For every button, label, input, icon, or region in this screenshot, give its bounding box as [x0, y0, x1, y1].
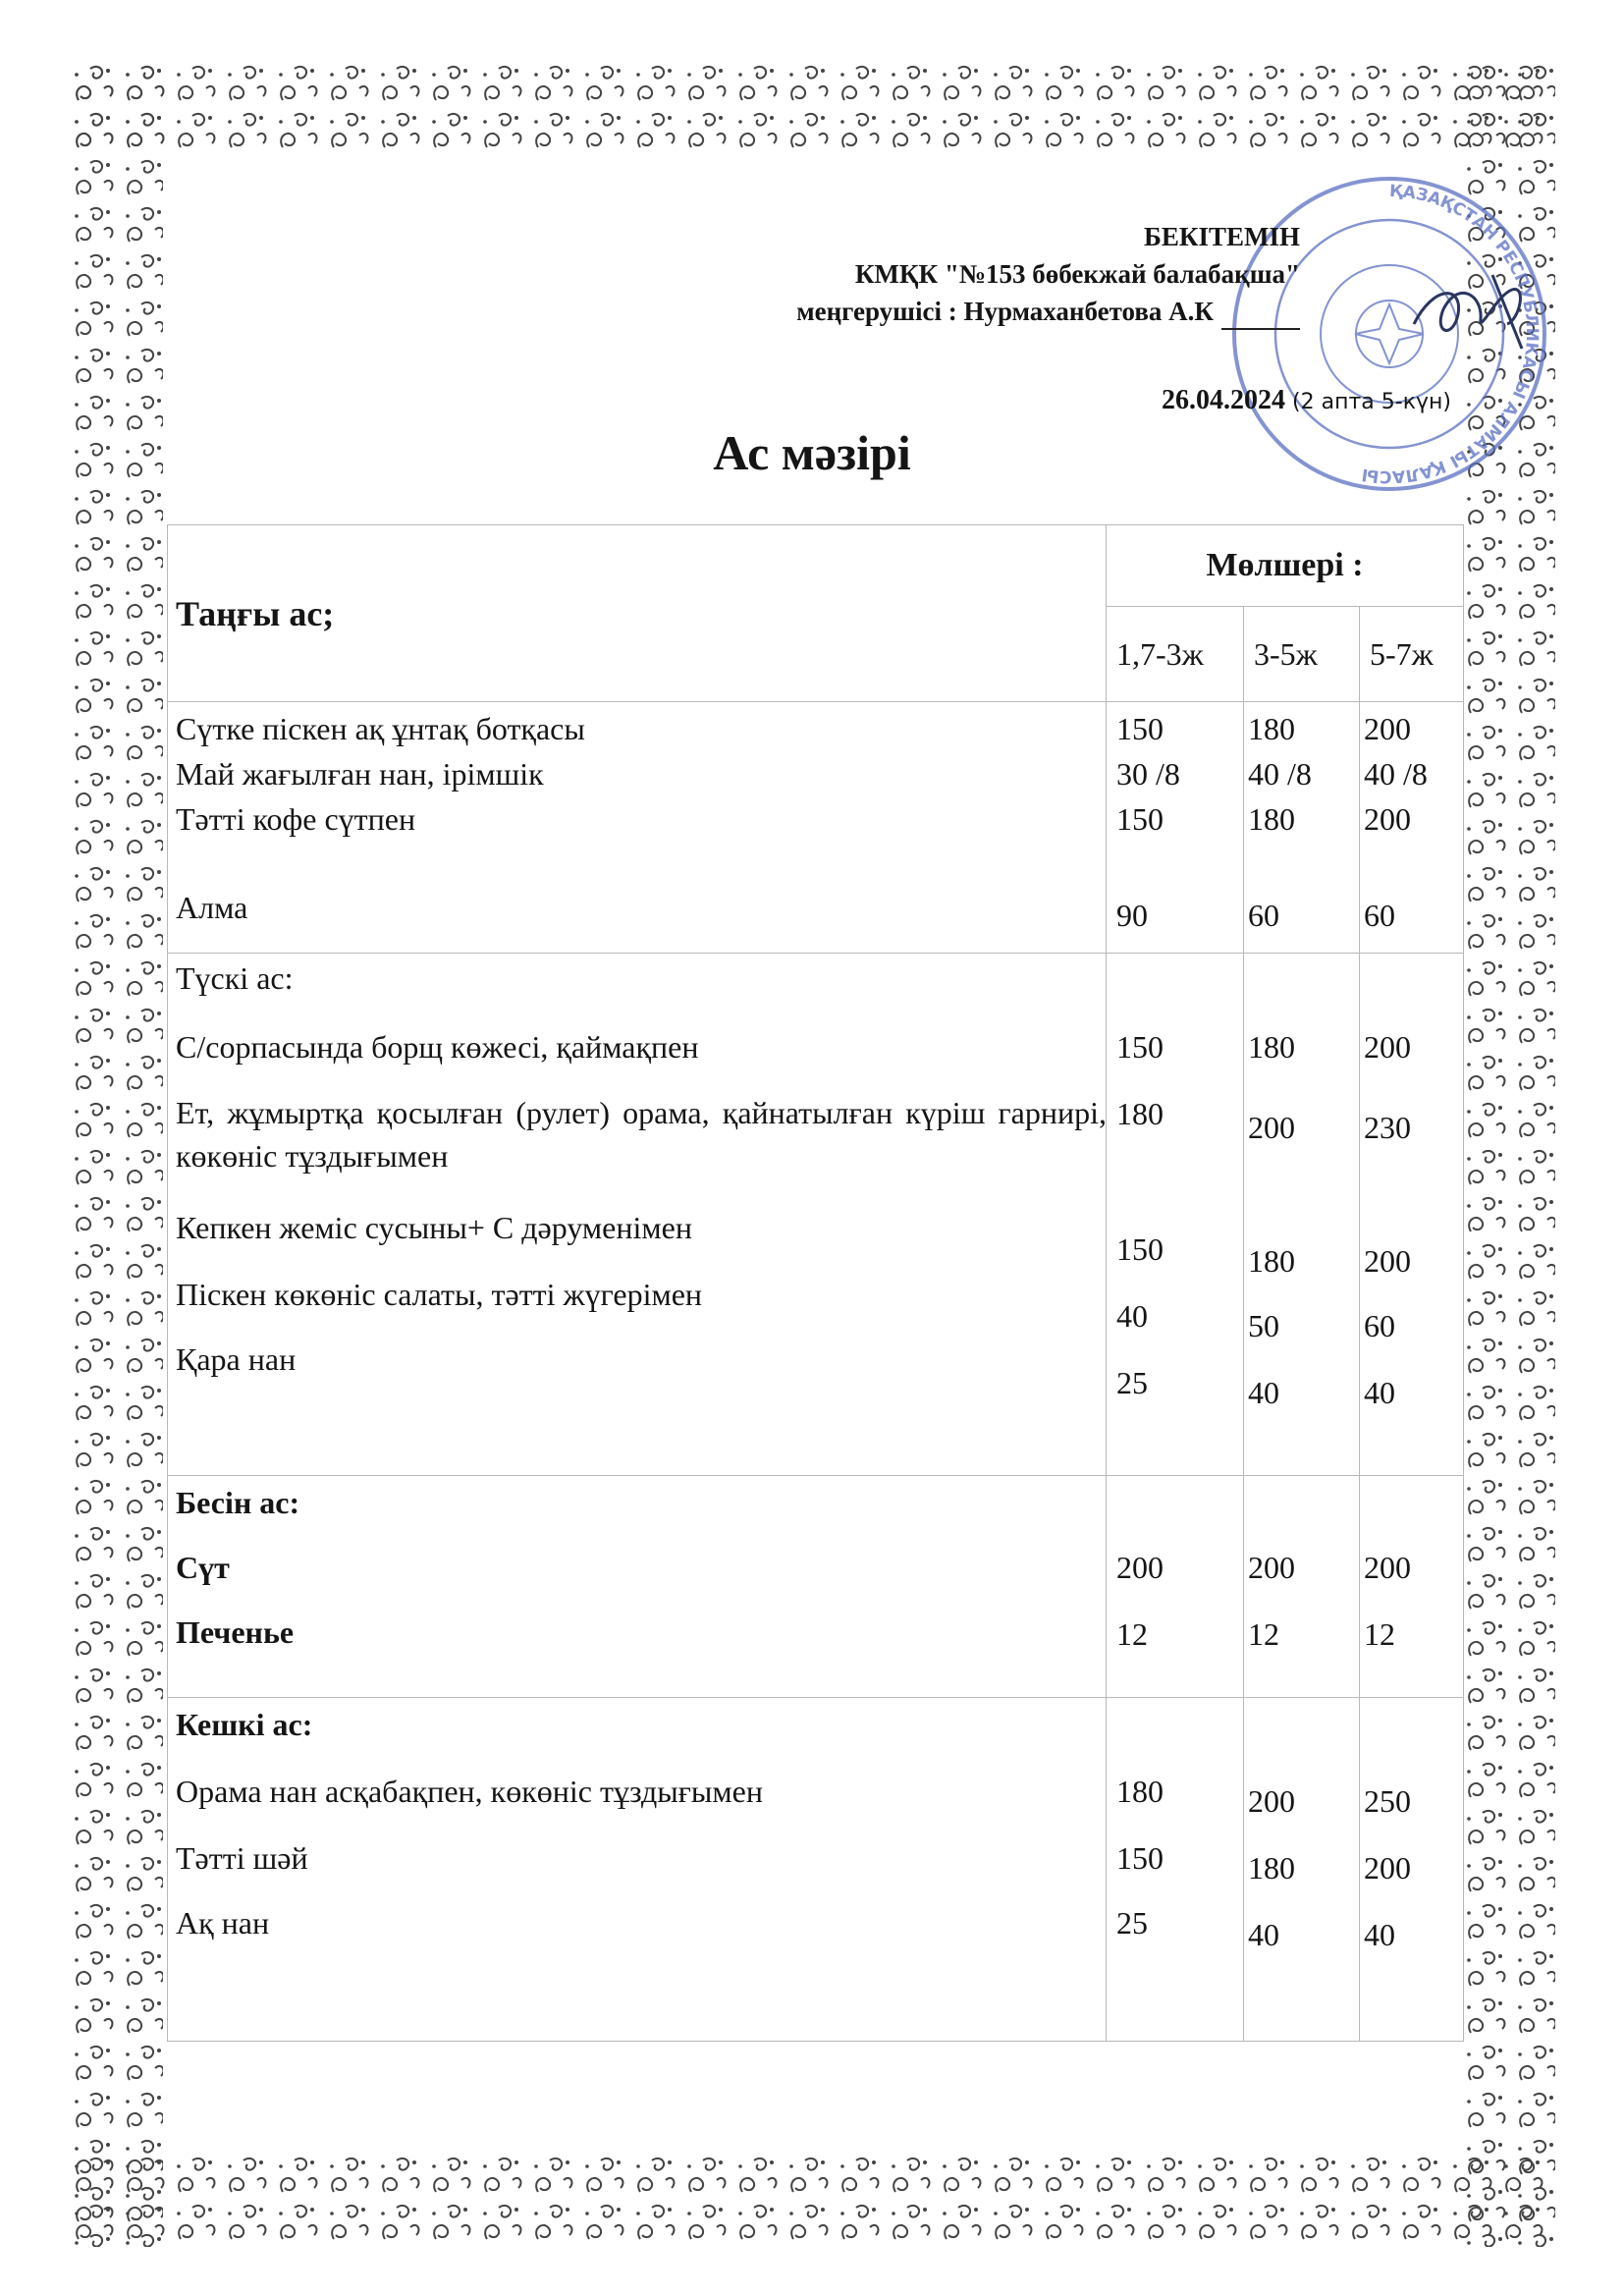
- list-item: Май жағылған нан, ірімшік: [176, 756, 544, 792]
- amount-value: 230: [1364, 1110, 1411, 1145]
- amount-value: 40 /8: [1248, 756, 1312, 792]
- amount-value: 12: [1248, 1616, 1279, 1652]
- age-group-1: 1,7-3ж: [1107, 607, 1244, 702]
- amount-value: 40: [1364, 1375, 1395, 1410]
- list-item: Тәтті кофе сүтпен: [176, 801, 416, 837]
- list-item: Піскен көкөніс салаты, тәтті жүгерімен: [176, 1277, 703, 1312]
- amount-value: 30 /8: [1116, 756, 1180, 792]
- snack-col3: [1360, 1476, 1464, 1698]
- list-item: С/сорпасында борщ көжесі, қаймақпен: [176, 1029, 699, 1065]
- dinner-items: [168, 1698, 1107, 2042]
- menu-table: [167, 524, 1464, 2042]
- lunch-col1: [1107, 954, 1244, 1476]
- amount-value: 180: [1116, 1774, 1164, 1809]
- breakfast-heading: Таңғы ас;: [168, 525, 1107, 702]
- age-group-2: 3-5ж: [1244, 607, 1360, 702]
- amount-value: 200: [1248, 1550, 1295, 1585]
- amount-value: 12: [1116, 1616, 1148, 1652]
- amount-value: 60: [1364, 898, 1395, 933]
- table-header-row: [168, 525, 1464, 607]
- amount-value: 60: [1248, 898, 1279, 933]
- ornament-border-left: [69, 61, 163, 2247]
- ornament-border-bottom: [69, 2153, 1555, 2247]
- lunch-heading: Түскі ас:: [176, 960, 294, 996]
- lunch-col2: [1244, 954, 1360, 1476]
- amount-value: 12: [1364, 1616, 1395, 1652]
- amount-value: 150: [1116, 1029, 1164, 1065]
- amount-value: 180: [1248, 1243, 1295, 1279]
- menu-date: [1162, 385, 1451, 416]
- amount-value: 180: [1248, 1029, 1295, 1065]
- amount-value: 180: [1116, 1096, 1164, 1131]
- list-item: Печенье: [176, 1614, 295, 1650]
- dinner-col1: [1107, 1698, 1244, 2042]
- dinner-section: [168, 1698, 1464, 2042]
- list-item: Алма: [176, 890, 248, 925]
- list-item: Ақ нан: [176, 1905, 270, 1941]
- list-item: Ет, жұмыртқа қосылған (рулет) орама, қайнатылған күріш гарнирі, көкөніс тұздығымен: [176, 1095, 1107, 1174]
- breakfast-col2: [1244, 702, 1360, 954]
- amount-value: 200: [1364, 711, 1411, 746]
- lunch-col3: [1360, 954, 1464, 1476]
- amount-value: 250: [1364, 1783, 1411, 1819]
- dinner-col2: [1244, 1698, 1360, 2042]
- amount-value: 40 /8: [1364, 756, 1428, 792]
- approval-head-line: [796, 293, 1300, 330]
- amount-value: 180: [1248, 711, 1295, 746]
- snack-section: [168, 1476, 1464, 1698]
- age-group-3: 5-7ж: [1360, 607, 1464, 702]
- svg-text:ҚАЗАҚСТАН РЕСПУБЛИКАСЫ АЛМАТЫ: ҚАЗАҚСТАН РЕСПУБЛИКАСЫ АЛМАТЫ ҚАЛАСЫ: [1360, 181, 1542, 487]
- list-item: Орама нан асқабақпен, көкөніс тұздығымен: [176, 1774, 763, 1809]
- approval-organization: КМҚК "№153 бөбекжай балабақша": [854, 259, 1300, 289]
- ornament-border-top: [69, 61, 1555, 155]
- date-note: (2 апта 5-күн): [1292, 390, 1451, 414]
- page-title: Ас мәзірі: [713, 425, 911, 480]
- amount-value: 200: [1364, 1243, 1411, 1279]
- amount-value: 150: [1116, 801, 1164, 837]
- amount-value: 200: [1116, 1550, 1164, 1585]
- breakfast-items: [168, 702, 1107, 954]
- approval-head-name: меңгерушісі : Нурмаханбетова А.К: [796, 297, 1214, 326]
- handwritten-signature: [1404, 265, 1551, 354]
- amount-value: 200: [1364, 1850, 1411, 1886]
- list-item: Кепкен жеміс сусыны+ С дәруменімен: [176, 1210, 692, 1245]
- amount-value: 40: [1248, 1917, 1279, 1952]
- amount-value: 90: [1116, 898, 1148, 933]
- amount-value: 200: [1248, 1110, 1295, 1145]
- approval-block: [796, 218, 1300, 330]
- list-item: Сүтке піскен ақ ұнтақ ботқасы: [176, 711, 585, 746]
- amount-value: 180: [1248, 1850, 1295, 1886]
- amount-value: 25: [1116, 1365, 1148, 1400]
- amount-value: 40: [1248, 1375, 1279, 1410]
- lunch-section: [168, 954, 1464, 1476]
- amount-value: 60: [1364, 1308, 1395, 1343]
- approval-title: БЕКІТЕМІН: [1144, 222, 1300, 251]
- snack-col1: [1107, 1476, 1244, 1698]
- date-value: 26.04.2024: [1162, 385, 1286, 415]
- amount-value: 40: [1364, 1917, 1395, 1952]
- amount-value: 40: [1116, 1298, 1148, 1334]
- snack-col2: [1244, 1476, 1360, 1698]
- amount-value: 150: [1116, 1231, 1164, 1267]
- signature-line: [1221, 328, 1300, 330]
- list-item: Тәтті шәй: [176, 1840, 308, 1876]
- amount-value: 200: [1364, 1550, 1411, 1585]
- measure-heading: Мөлшері :: [1107, 525, 1464, 607]
- breakfast-col3: [1360, 702, 1464, 954]
- snack-items: [168, 1476, 1107, 1698]
- amount-value: 200: [1364, 1029, 1411, 1065]
- snack-heading: Бесін ас:: [176, 1485, 300, 1520]
- amount-value: 200: [1364, 801, 1411, 837]
- dinner-col3: [1360, 1698, 1464, 2042]
- lunch-items: [168, 954, 1107, 1476]
- list-item: Қара нан: [176, 1341, 297, 1377]
- dinner-heading: Кешкі ас:: [176, 1707, 313, 1742]
- amount-value: 25: [1116, 1905, 1148, 1941]
- list-item: Сүт: [176, 1550, 230, 1585]
- amount-value: 200: [1248, 1783, 1295, 1819]
- amount-value: 180: [1248, 801, 1295, 837]
- amount-value: 150: [1116, 711, 1164, 746]
- amount-value: 50: [1248, 1308, 1279, 1343]
- amount-value: 150: [1116, 1840, 1164, 1876]
- breakfast-col1: [1107, 702, 1244, 954]
- breakfast-section: [168, 702, 1464, 954]
